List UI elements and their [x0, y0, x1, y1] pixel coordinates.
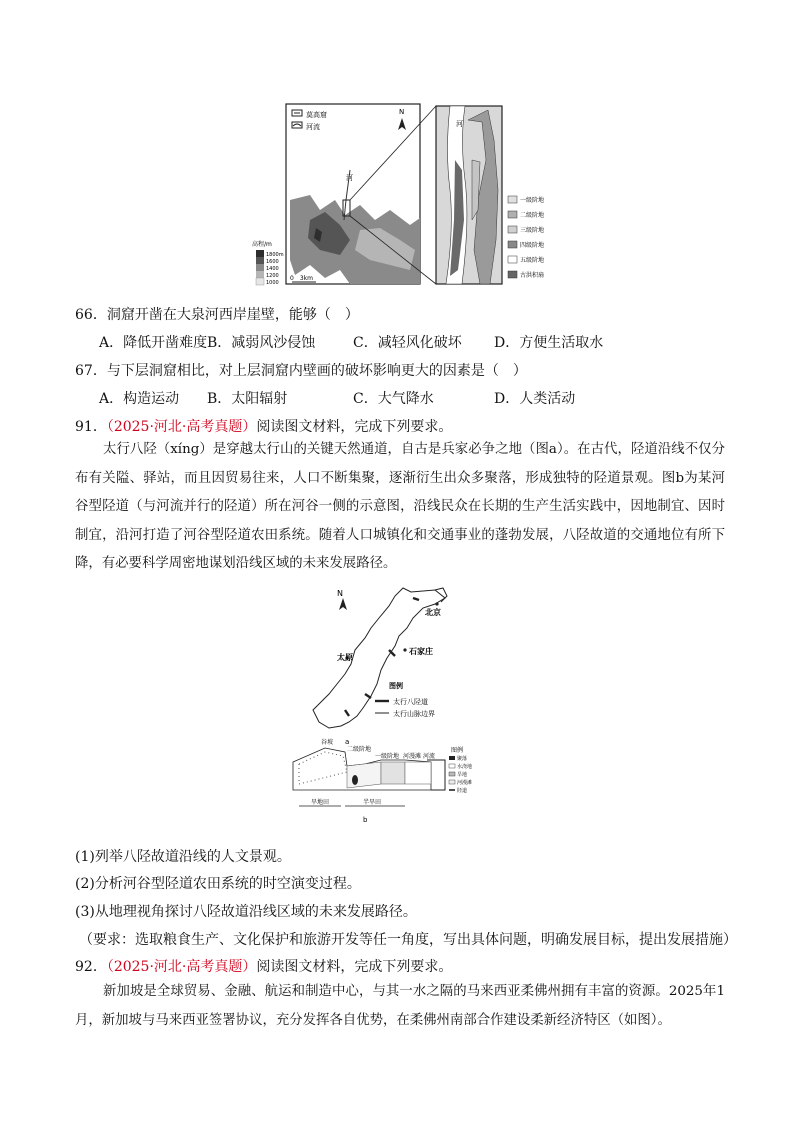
- q67-option-b[interactable]: B．太阳辐射: [207, 391, 288, 407]
- legend-b-dryland: 旱地: [457, 772, 468, 778]
- q67-option-a[interactable]: A．构造运动: [99, 391, 180, 407]
- river-label-zoom: 河: [456, 120, 463, 128]
- q91-task-1: (1)列举八陉故道沿线的人文景观。: [75, 849, 291, 865]
- q66-option-b[interactable]: B．减弱风沙侵蚀: [207, 335, 316, 351]
- north-arrow-icon: [337, 589, 347, 610]
- terrace-legend-6: 古洪积扇: [520, 272, 545, 279]
- q91-paragraph: 太行八陉（xíng）是穿越太行山的关键天然通道，自古是兵家必争之地（图a）。在古代，陉道沿线不仅分布有关隘、驿站，而且因贸易往来，人口不断集聚，逐渐衍生出众多聚落，形成独特的陉道景观。图b为某河谷型陉道（与河流并行的陉道）所在河谷一侧的示意图，沿线民众在长期的生产生活实践中，因地制宜、因时制宜，沿河打造了河谷型陉道农田系统。随着人口城镇化和交通事业的蓬勃发展，八陉故道的交通地位有所下降，有必要科学周密地谋划沿线区域的未来发展路径。: [75, 442, 725, 572]
- q92-instruction: 阅读图文材料，完成下列要求。: [256, 959, 453, 975]
- label-floodplain: 河漫滩: [403, 753, 422, 760]
- q92-number: 92．: [75, 959, 107, 975]
- legend-pass: 太行八陉道: [393, 698, 428, 706]
- q91-requirement: （要求：选取粮食生产、文化保护和旅游开发等任一角度，写出具体问题，明确发展目标，提出发展措施）: [79, 932, 737, 948]
- label-terrace2: 二级阶地: [347, 746, 372, 753]
- terrace-legend-5: 五级阶地: [520, 257, 545, 264]
- label-valley-slope: 谷坡: [321, 739, 334, 746]
- q67-option-c[interactable]: C．大气降水: [353, 391, 434, 407]
- q92-paragraph: 新加坡是全球贸易、金融、航运和制造中心，与其一水之隔的马来西亚柔佛州拥有丰富的资源。2025年1月，新加坡与马来西亚签署协议，充分发挥各自优势，在柔佛州南部合作建设柔新经济特区（如图）。: [75, 984, 725, 1028]
- label-terrace1: 一级阶地: [375, 753, 400, 760]
- legend-b-settlement: 聚落: [457, 756, 468, 762]
- q91-task-2: (2)分析河谷型陉道农田系统的时空演变过程。: [75, 876, 361, 892]
- legend-title-a: 图例: [389, 682, 403, 690]
- terrace-legend-2: 二级阶地: [520, 212, 545, 219]
- legend-boundary: 太行山脉边界: [393, 710, 435, 718]
- elevation-title: 高程/m: [252, 241, 272, 248]
- label-river: 河流: [423, 753, 436, 760]
- label-a: a: [345, 738, 350, 746]
- q92-header: [75, 957, 452, 977]
- legend-b-irrigated: 水浇地: [457, 764, 473, 770]
- elev-1600: 1600: [266, 259, 279, 265]
- figure-mogao-map: [250, 100, 570, 300]
- q91-instruction: 阅读图文材料，完成下列要求。: [256, 419, 453, 435]
- elev-1800: 1800m: [266, 252, 284, 258]
- q66-option-a[interactable]: A．降低开凿难度: [99, 335, 208, 351]
- q66-option-d[interactable]: D．方便生活取水: [494, 335, 604, 351]
- elev-1000: 1000: [266, 280, 279, 286]
- q91-header: [75, 417, 452, 437]
- terrace-legend: [508, 196, 544, 279]
- label-half-dry-field: 半旱田: [363, 799, 382, 806]
- q67-option-d[interactable]: D．人类活动: [494, 391, 576, 407]
- q91-number: 91．: [75, 419, 107, 435]
- legend-river: 河流: [306, 123, 320, 131]
- scale-bar: 0 3km: [290, 275, 313, 282]
- q66-stem: 66．洞窟开凿在大泉河西岸崖壁，能够（ ）: [75, 307, 359, 323]
- city-shijiazhuang: 石家庄: [409, 647, 433, 656]
- legend-cave: 莫高窟: [306, 111, 327, 119]
- q91-task-3: (3)从地理视角探讨八陉故道沿线区域的未来发展路径。: [75, 904, 417, 920]
- figure-taihang-map: [285, 584, 475, 834]
- terrace-legend-4: 四级阶地: [520, 242, 545, 249]
- legend-b-title: 图例: [451, 747, 464, 754]
- label-b: b: [363, 816, 368, 824]
- elev-1200: 1200: [266, 273, 279, 279]
- svg-text:N: N: [337, 589, 343, 598]
- river-label: 河: [346, 174, 353, 182]
- q91-source: （2025·河北·高考真题）: [106, 419, 257, 435]
- legend-b-floodplain: 河漫滩: [457, 780, 473, 786]
- svg-text:N: N: [399, 108, 405, 116]
- legend-b-pass: 陉道: [457, 788, 468, 794]
- q67-stem: 67．与下层洞窟相比，对上层洞窟内壁画的破坏影响更大的因素是（ ）: [75, 363, 527, 379]
- city-beijing: 北京: [425, 608, 441, 617]
- terrace-legend-1: 一级阶地: [520, 197, 545, 204]
- terrace-legend-3: 三级阶地: [520, 227, 545, 234]
- city-taiyuan: 太原: [337, 653, 353, 662]
- q66-option-c[interactable]: C．减轻风化破坏: [353, 335, 462, 351]
- label-dry-field: 旱地田: [311, 799, 330, 806]
- elev-1400: 1400: [266, 266, 279, 272]
- q92-source: （2025·河北·高考真题）: [106, 959, 257, 975]
